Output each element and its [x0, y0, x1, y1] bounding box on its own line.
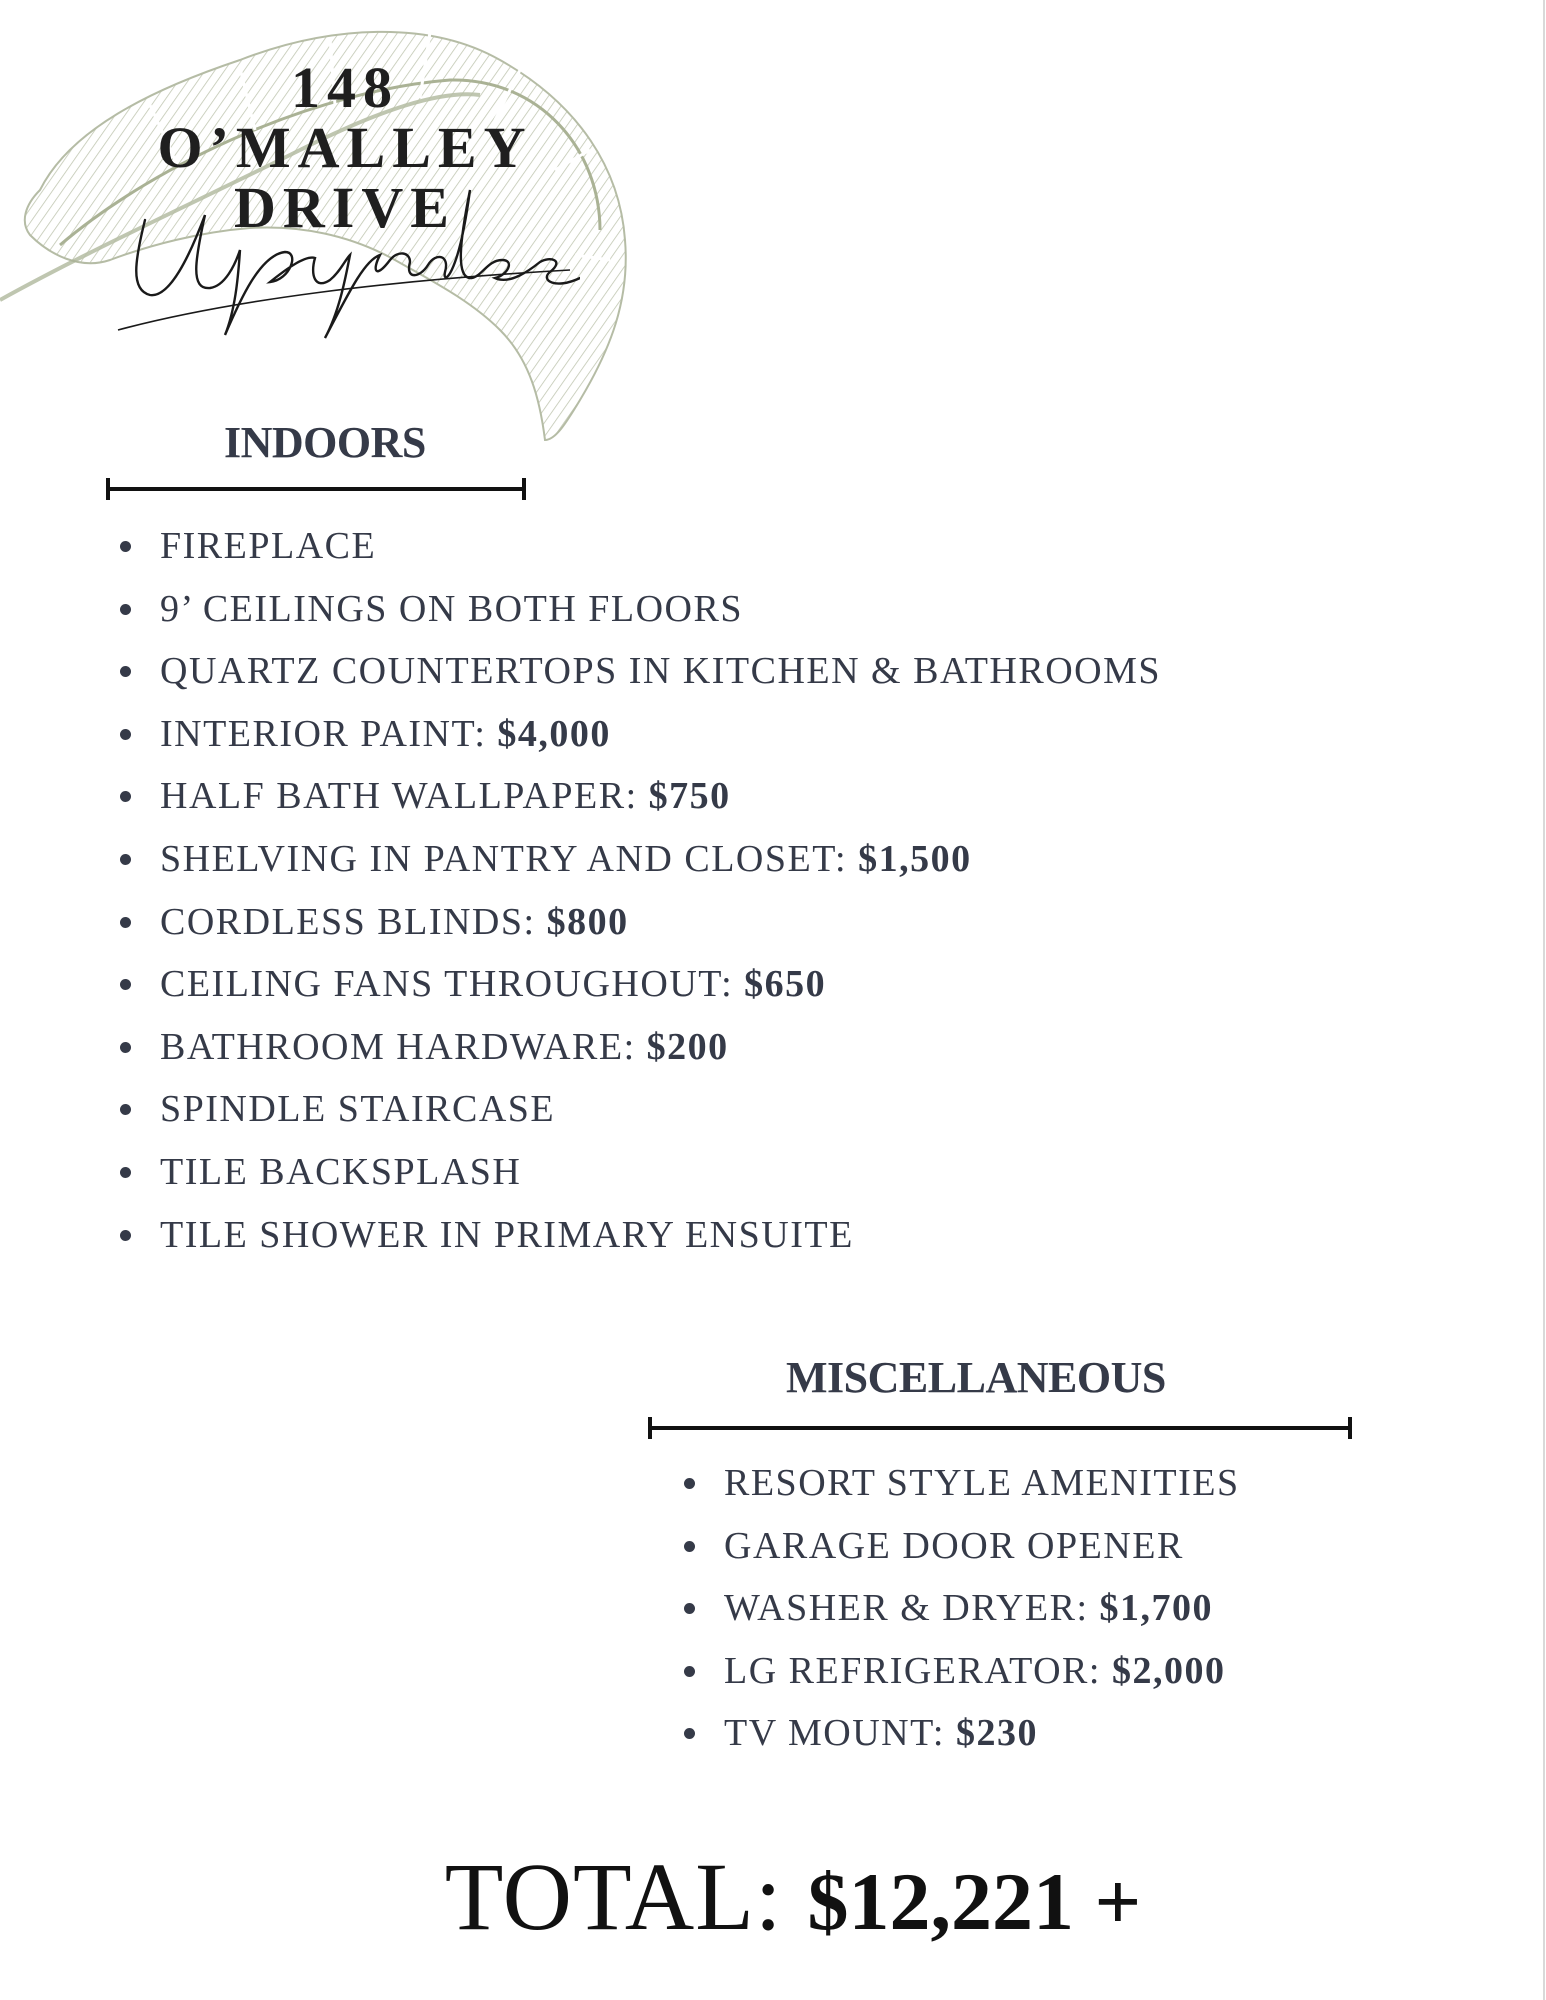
- total-line: [0, 1842, 1546, 1957]
- list-item: [106, 1078, 1161, 1141]
- list-item: [106, 578, 1161, 641]
- bullet-icon: [684, 1666, 695, 1677]
- list-item: [106, 891, 1161, 954]
- section-heading-miscellaneous: MISCELLANEOUS: [786, 1353, 1166, 1402]
- list-item: [106, 765, 1161, 828]
- item-price: $1,700: [1099, 1587, 1214, 1630]
- item-label: CEILING FANS THROUGHOUT:: [160, 963, 745, 1006]
- item-label: TILE BACKSPLASH: [160, 1150, 522, 1193]
- bullet-icon: [120, 604, 131, 615]
- bullet-icon: [684, 1728, 695, 1739]
- section-rule-miscellaneous: [648, 1426, 1352, 1430]
- item-label: CORDLESS BLINDS:: [160, 900, 547, 943]
- item-price: $750: [648, 775, 731, 818]
- item-price: $650: [744, 963, 827, 1006]
- item-label: LG REFRIGERATOR:: [724, 1649, 1112, 1692]
- miscellaneous-list: [670, 1452, 1240, 1765]
- item-label: RESORT STYLE AMENITIES: [724, 1462, 1240, 1504]
- list-item: [106, 828, 1161, 891]
- item-label: TV MOUNT:: [724, 1712, 956, 1755]
- bullet-icon: [120, 1167, 131, 1178]
- bullet-icon: [120, 917, 131, 928]
- bullet-icon: [120, 1230, 131, 1241]
- item-label: INTERIOR PAINT:: [160, 712, 498, 755]
- bullet-icon: [120, 854, 131, 865]
- item-label: FIREPLACE: [160, 525, 377, 567]
- section-rule-indoors: [106, 487, 526, 491]
- total-label: TOTAL:: [444, 1843, 808, 1950]
- list-item: [670, 1452, 1240, 1515]
- bullet-icon: [120, 979, 131, 990]
- list-item: [670, 1702, 1240, 1765]
- item-label: SPINDLE STAIRCASE: [160, 1088, 556, 1131]
- bullet-icon: [120, 791, 131, 802]
- item-price: $4,000: [497, 712, 611, 755]
- list-item: [106, 1141, 1161, 1204]
- list-item: [670, 1515, 1240, 1578]
- total-value: $12,221 +: [807, 1856, 1142, 1947]
- list-item: [106, 1204, 1161, 1267]
- list-item: [106, 640, 1161, 703]
- list-item: [106, 515, 1161, 578]
- bullet-icon: [120, 1104, 131, 1115]
- item-price: $200: [646, 1025, 729, 1068]
- item-label: SHELVING IN PANTRY AND CLOSET:: [160, 837, 859, 880]
- bullet-icon: [120, 1042, 131, 1053]
- item-label: QUARTZ COUNTERTOPS IN KITCHEN & BATHROOMS: [160, 650, 1161, 693]
- bullet-icon: [120, 729, 131, 740]
- bullet-icon: [120, 541, 131, 552]
- upgrades-script-logo: [110, 160, 580, 350]
- list-item: [106, 953, 1161, 1016]
- bullet-icon: [684, 1603, 695, 1614]
- title-line-street: DRIVE: [234, 175, 456, 240]
- item-label: GARAGE DOOR OPENER: [724, 1524, 1184, 1567]
- list-item: [106, 703, 1161, 766]
- item-label: TILE SHOWER IN PRIMARY ENSUITE: [160, 1213, 854, 1256]
- item-label: HALF BATH WALLPAPER:: [160, 775, 649, 818]
- section-heading-indoors: INDOORS: [224, 418, 426, 467]
- page-edge-divider: [1543, 0, 1545, 2000]
- item-price: $2,000: [1111, 1649, 1226, 1692]
- item-label: 9’ CEILINGS ON BOTH FLOORS: [160, 587, 743, 630]
- list-item: [670, 1640, 1240, 1703]
- list-item: [106, 1016, 1161, 1079]
- indoors-list: [106, 515, 1161, 1266]
- title-line-street-number: 148 O’MALLEY: [157, 55, 533, 180]
- item-label: WASHER & DRYER:: [724, 1587, 1100, 1630]
- bullet-icon: [120, 666, 131, 677]
- list-item: [670, 1577, 1240, 1640]
- bullet-icon: [684, 1541, 695, 1552]
- item-price: $1,500: [858, 837, 972, 880]
- bullet-icon: [684, 1478, 695, 1489]
- item-label: BATHROOM HARDWARE:: [160, 1025, 647, 1068]
- item-price: $800: [546, 900, 629, 943]
- item-price: $230: [955, 1712, 1038, 1755]
